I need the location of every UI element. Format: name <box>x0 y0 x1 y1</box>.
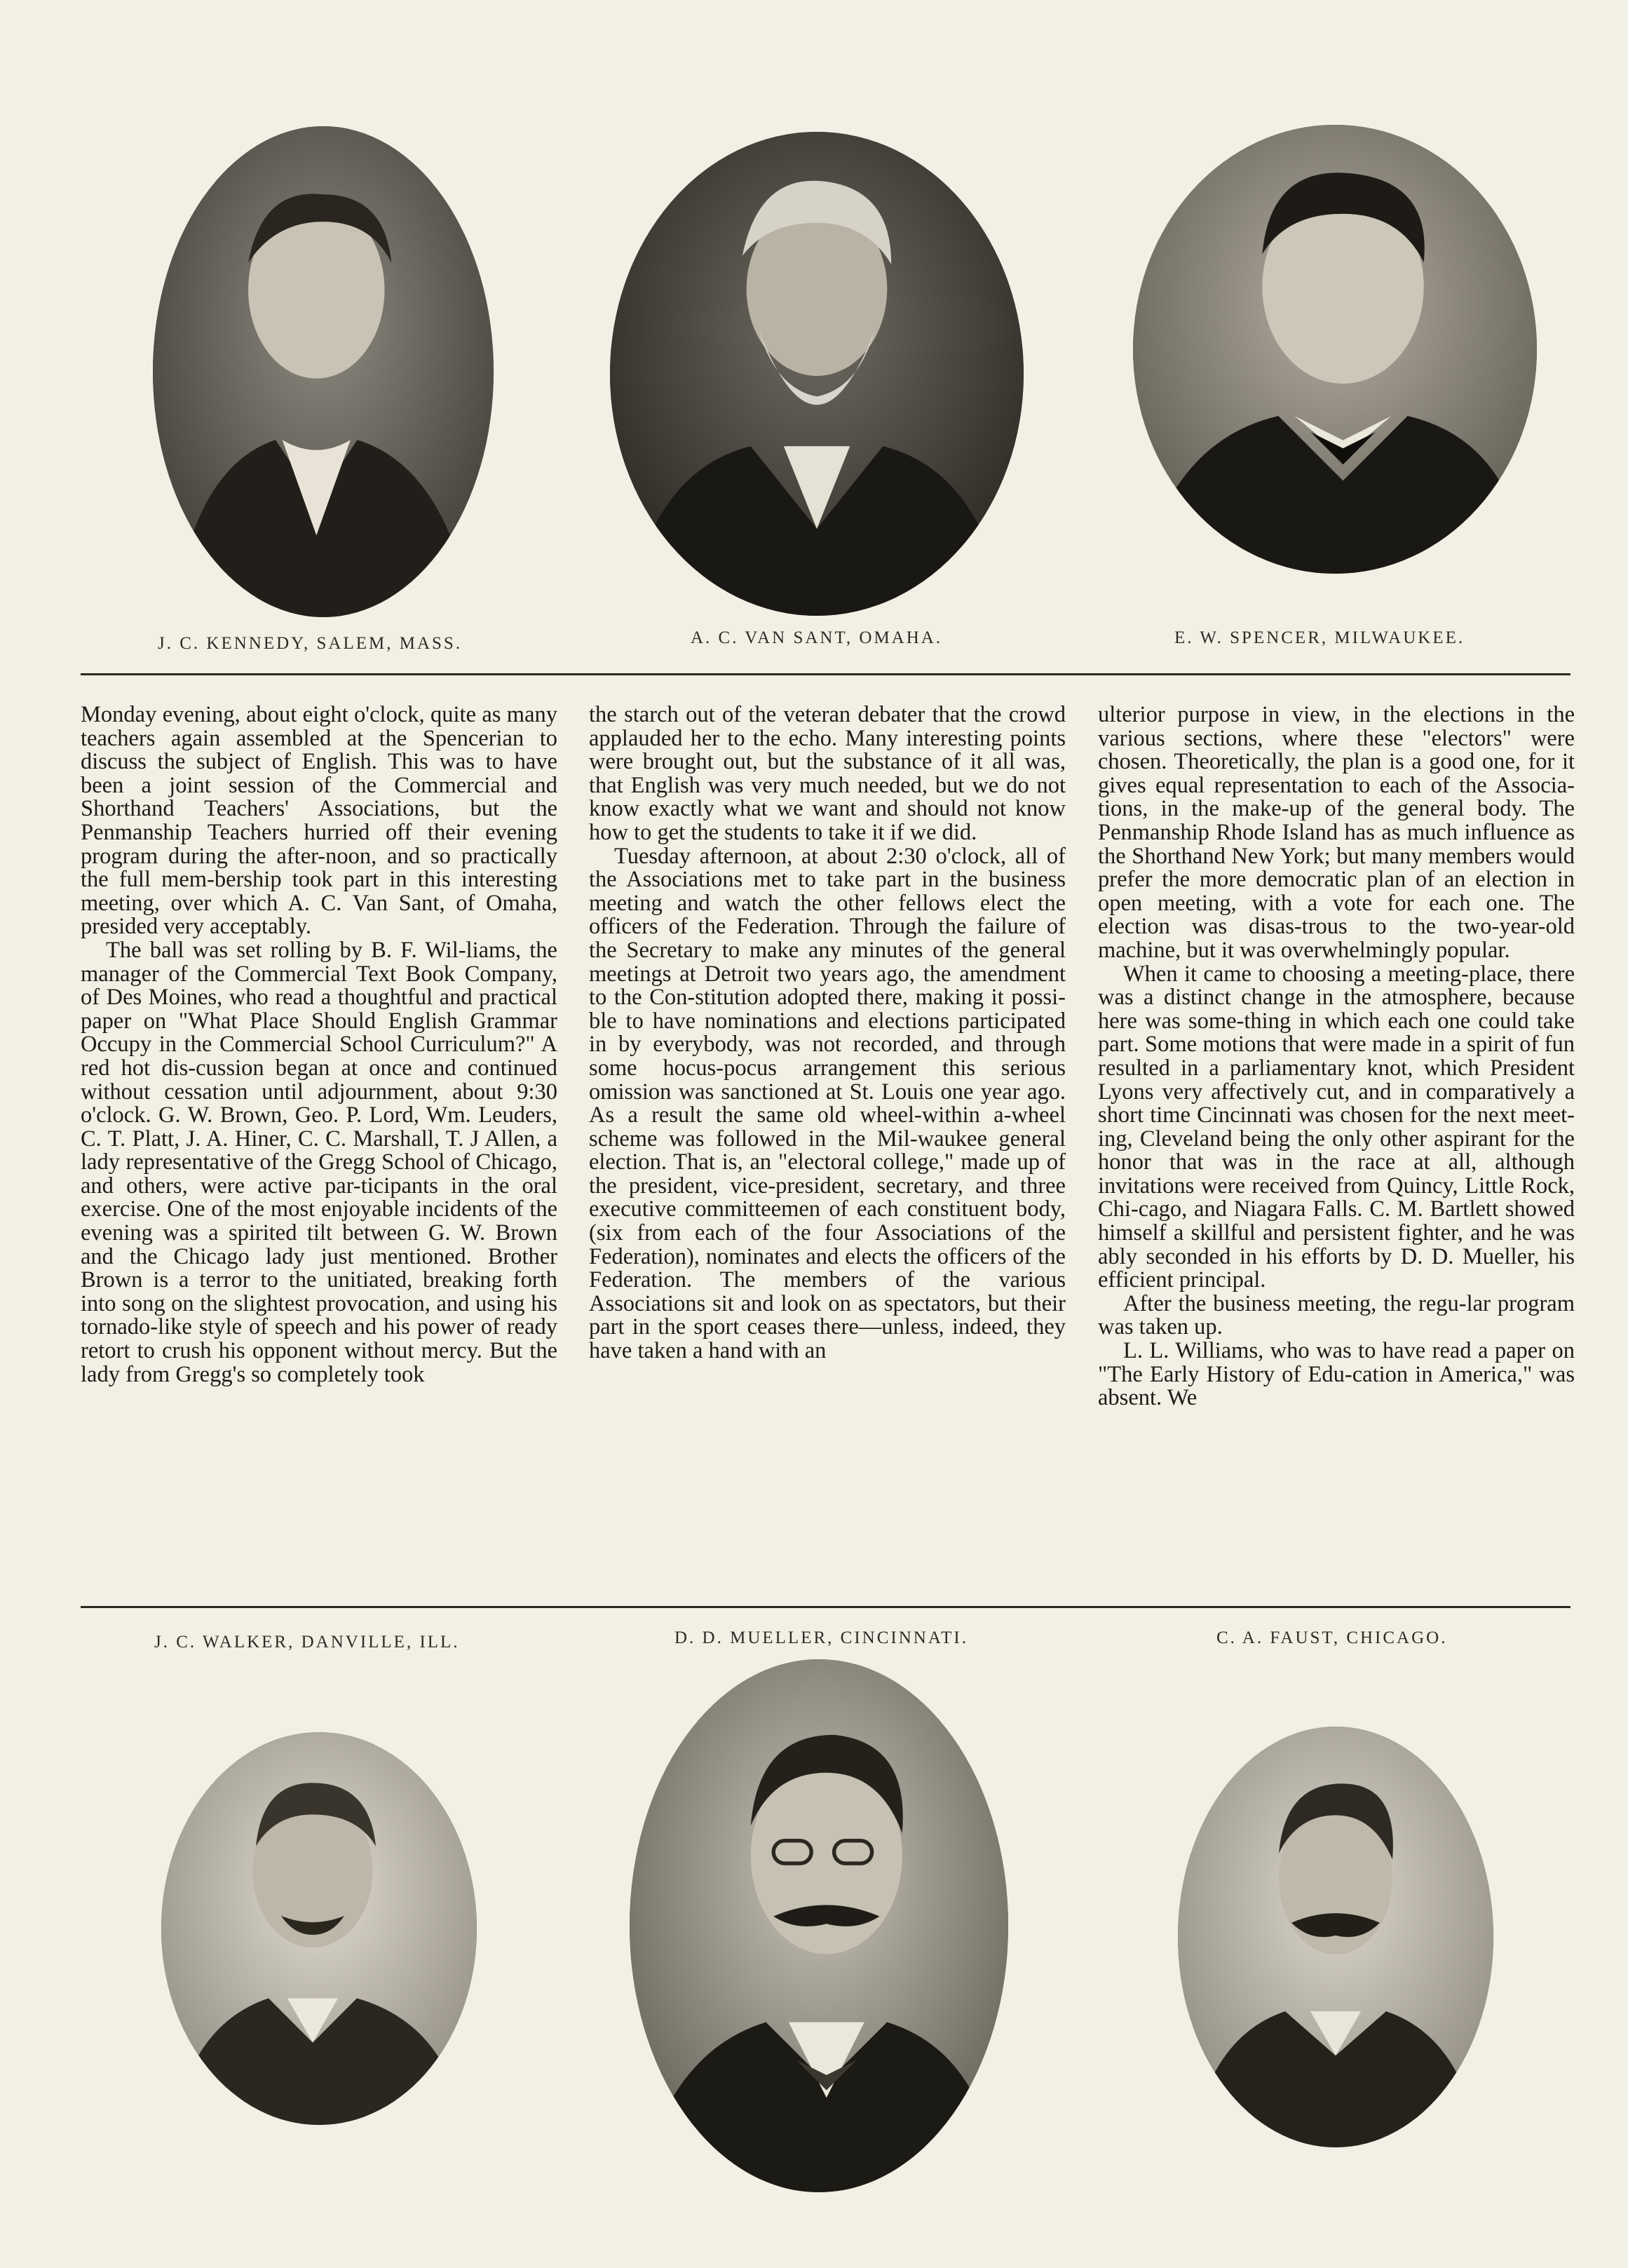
text-column-3 <box>1098 703 1575 1584</box>
portrait-mueller <box>630 1659 1008 2192</box>
portrait-photo-icon <box>153 126 494 617</box>
caption-kennedy: J. C. KENNEDY, SALEM, MASS. <box>158 634 463 653</box>
portrait-photo-icon <box>1178 1727 1493 2147</box>
paragraph: Monday evening, about eight o'clock, quite as many teachers again assembled at the Spencerian to discuss the subject of English. This was to have been a joint session of the Commercial and Shorthand Teachers' Associations, but the Penmanship Teachers hurried off their evening program during the after-noon, and so practically the full mem-bership took part in this interesting meeting, over which A. C. Van Sant, of Omaha, presided very acceptably. <box>81 703 557 940</box>
paragraph: When it came to choosing a meeting-place, there was a distinct change in the atmosphere, because here was some-thing in which each one could take part. Some motions that were made in a spirit of fun resulted in a parliamentary knot, which President Lyons very affectively cut, and in comparatively a short time Cincinnati was chosen for the next meet-ing, Cleveland being the only other aspirant for the honor that was in the race at all, although invitations were received from Quincy, Little Rock, Chi-cago, and Niagara Falls. C. M. Bartlett showed himself a skillful and persistent fighter, and he was ably seconded in his efforts by D. D. Mueller, his efficient principal. <box>1098 961 1575 1293</box>
bottom-divider <box>81 1606 1571 1608</box>
portrait-faust <box>1178 1727 1493 2147</box>
paragraph: ulterior purpose in view, in the elections in the various sections, where these "electors" were chosen. Theoretically, the plan is a good one, for it gives equal representation to each of the Associa-tions, in the make-up of the general body. The Penmanship Rhode Island has as much influence as the Shorthand New York; but many members would prefer the more democratic plan of an election in open meeting, with a vote for each one. The election was disas-trous to the two-year-old machine, but it was overwhelmingly popular. <box>1098 703 1575 963</box>
paragraph: After the business meeting, the regu-lar program was taken up. <box>1098 1290 1575 1340</box>
portrait-spencer <box>1133 125 1537 574</box>
portrait-photo-icon <box>1133 125 1537 574</box>
portrait-photo-icon <box>610 132 1024 616</box>
portrait-van-sant <box>610 132 1024 616</box>
caption-walker: J. C. WALKER, DANVILLE, ILL. <box>154 1633 460 1652</box>
text-column-1 <box>81 703 557 1584</box>
top-divider <box>81 673 1571 675</box>
paragraph: Tuesday afternoon, at about 2:30 o'clock, all of the Associations met to take part in the business meeting and watch the other fellows elect the officers of the Federation. Through the failure of the Secretary to make any minutes of the general meetings at Detroit two years ago, the amendment to the Con-stitution adopted there, making it possi-ble to have nominations and elections participated in by everybody, was not recorded, and through some hocus-pocus arrangement this serious omission was sanctioned at St. Louis one year ago. As a result the same old wheel-within a-wheel scheme was followed in the Mil-waukee general election. That is, an "electoral college," made up of the president, vice-president, secretary, and three executive committeemen of each constituent body, (six from each of the four Associations of the Federation), nominates and elects the officers of the Federation. The members of the various Associations sit and look on as spectators, but their part in the sport ceases there—unless, indeed, they have taken a hand with an <box>589 843 1066 1364</box>
portrait-photo-icon <box>630 1659 1008 2192</box>
text-column-2 <box>589 703 1066 1584</box>
caption-mueller: D. D. MUELLER, CINCINNATI. <box>674 1628 968 1647</box>
paragraph: L. L. Williams, who was to have read a paper on "The Early History of Edu-cation in America," was absent. We <box>1098 1338 1575 1411</box>
caption-spencer: E. W. SPENCER, MILWAUKEE. <box>1174 628 1465 647</box>
portrait-photo-icon <box>161 1732 477 2125</box>
caption-van-sant: A. C. VAN SANT, OMAHA. <box>691 628 943 647</box>
caption-faust: C. A. FAUST, CHICAGO. <box>1216 1628 1448 1647</box>
portrait-kennedy <box>153 126 494 617</box>
paragraph: The ball was set rolling by B. F. Wil-liams, the manager of the Commercial Text Book Company, of Des Moines, who read a thoughtful and practical paper on "What Place Should English Grammar Occupy in the Commercial School Curriculum?" A red hot dis-cussion began at once and continued without cessation until adjournment, about 9:30 o'clock. G. W. Brown, Geo. P. Lord, Wm. Leuders, C. T. Platt, J. A. Hiner, C. C. Marshall, T. J Allen, a lady representative of the Gregg School of Chicago, and others, were active par-ticipants in the oral exercise. One of the most enjoyable incidents of the evening was a spirited tilt between G. W. Brown and the Chicago lady just mentioned. Brother Brown is a terror to the unitiated, breaking forth into song on the slightest provocation, and using his tornado-like style of speech and his power of ready retort to crush his opponent without mercy. But the lady from Gregg's so completely took <box>81 937 557 1387</box>
portrait-walker <box>161 1732 477 2125</box>
paragraph: the starch out of the veteran debater that the crowd applauded her to the echo. Many interesting points were brought out, but the substance of it all was, that English was very much needed, but we do not know exactly what we want and should not know how to get the students to take it if we did. <box>589 703 1066 845</box>
